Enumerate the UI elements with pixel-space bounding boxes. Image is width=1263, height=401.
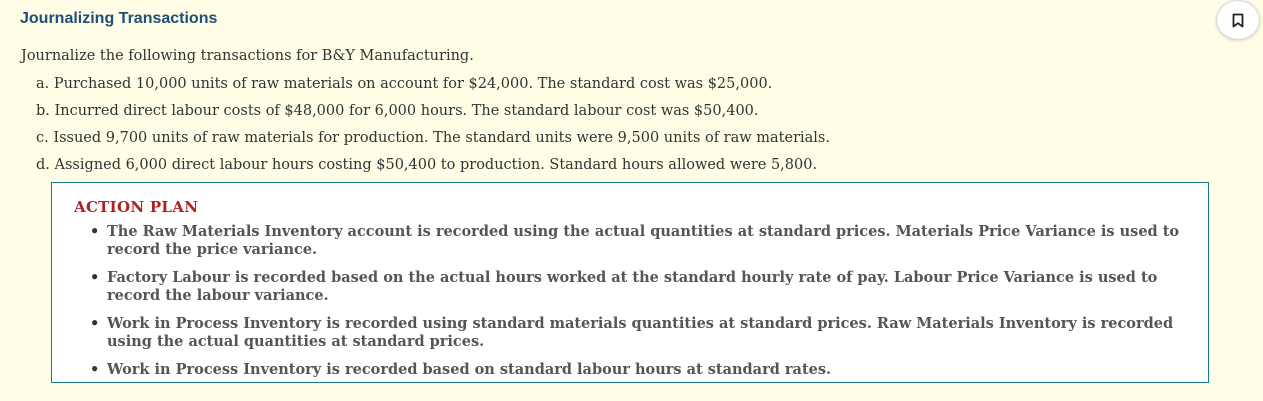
action-plan-item — [90, 315, 1187, 351]
action-plan-item-text: Work in Process Inventory is recorded based on standard labour hours at standard rates. — [107, 361, 832, 378]
instructions-text: Journalize the following transactions for B&Y Manufacturing. — [21, 48, 474, 64]
bullet-icon: • — [90, 223, 100, 240]
bullet-icon: • — [90, 269, 100, 286]
bullet-icon: • — [90, 315, 100, 332]
action-plan-item — [90, 361, 1187, 379]
action-plan-item-text: Work in Process Inventory is recorded using standard materials quantities at standard prices. Raw Materials Inventory is recorded using the actual quantities at standard prices. — [107, 315, 1174, 350]
transaction-item-d: d. Assigned 6,000 direct labour hours costing $50,400 to production. Standard hours allowed were 5,800. — [36, 157, 818, 173]
action-plan-box — [51, 182, 1209, 383]
transaction-item-b: b. Incurred direct labour costs of $48,000 for 6,000 hours. The standard labour cost was $50,400. — [36, 103, 759, 119]
action-plan-item — [90, 223, 1187, 259]
action-plan-item-text: The Raw Materials Inventory account is recorded using the actual quantities at standard prices. Materials Price Variance is used to record the price variance. — [107, 223, 1180, 258]
action-plan-item-text: Factory Labour is recorded based on the actual hours worked at the standard hourly rate of pay. Labour Price Variance is used to record the labour variance. — [107, 269, 1158, 304]
bookmark-icon — [1232, 13, 1244, 28]
action-plan-list — [88, 223, 1187, 389]
transaction-item-c: c. Issued 9,700 units of raw materials for production. The standard units were 9,500 units of raw materials. — [36, 130, 830, 146]
transaction-list — [36, 75, 830, 183]
bullet-icon: • — [90, 361, 100, 378]
action-plan-item — [90, 269, 1187, 305]
page-title: Journalizing Transactions — [20, 10, 218, 27]
bookmark-button[interactable] — [1216, 0, 1260, 40]
action-plan-heading: ACTION PLAN — [74, 198, 199, 216]
transaction-item-a: a. Purchased 10,000 units of raw materials on account for $24,000. The standard cost was $25,000. — [36, 76, 773, 92]
